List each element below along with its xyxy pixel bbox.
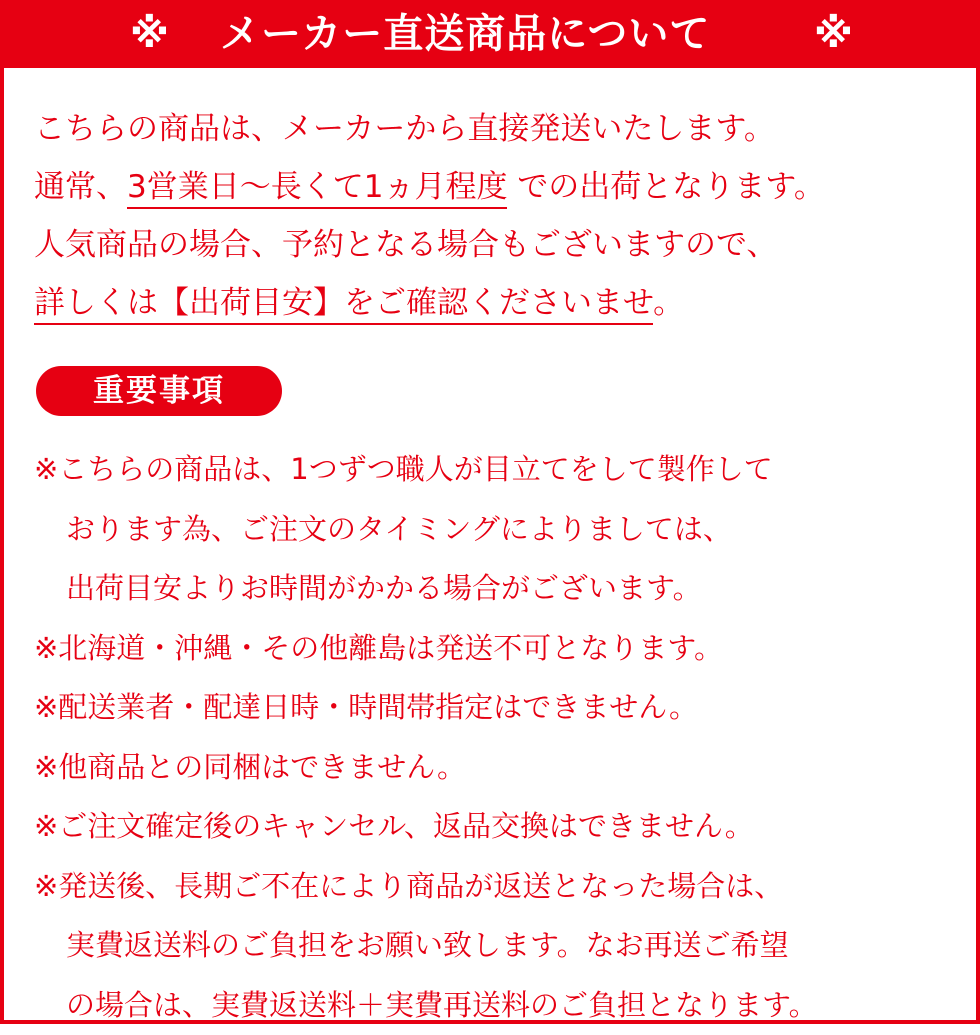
note-item-continuation: おります為、ご注文のタイミングによりましては、 [34,500,818,560]
intro-line-4-suffix: 。 [653,285,684,321]
banner-title: メーカー直送商品について [220,0,710,68]
intro-section [34,100,825,332]
note-item: ※配送業者・配達日時・時間帯指定はできません。 [34,678,818,738]
note-item: ※他商品との同梱はできません。 [34,738,818,798]
intro-line-2-prefix: 通常、 [34,169,127,205]
intro-line [34,100,825,158]
header-banner [0,0,980,68]
note-item: ※北海道・沖縄・その他離島は発送不可となります。 [34,619,818,679]
note-item: ※ご注文確定後のキャンセル、返品交換はできません。 [34,797,818,857]
note-item-continuation: の場合は、実費返送料＋実費再送料のご負担となります。 [34,976,818,1035]
note-item-continuation: 実費返送料のご負担をお願い致します。なお再送ご希望 [34,916,818,976]
intro-line [34,274,825,332]
intro-line [34,216,825,274]
note-item-continuation: 出荷目安よりお時間がかかる場合がございます。 [34,559,818,619]
intro-line-1: こちらの商品は、メーカーから直接発送いたします。 [34,111,775,147]
shipping-time-highlight: 3営業日〜長くて1ヵ月程度 [127,169,507,209]
confirm-shipping-guide-highlight: 詳しくは【出荷目安】をご確認くださいませ [34,285,653,325]
intro-line [34,158,825,216]
note-item: ※発送後、長期ご不在により商品が返送となった場合は、 [34,857,818,917]
intro-line-3: 人気商品の場合、予約となる場合もございますので、 [34,227,777,263]
important-notes-list [34,440,818,1035]
banner-mark-right: ※ [814,0,853,68]
note-item: ※こちらの商品は、1つずつ職人が目立てをして製作して [34,440,818,500]
intro-line-2-suffix: での出荷となります。 [507,169,824,205]
banner-mark-left: ※ [130,0,169,68]
important-notice-badge: 重要事項 [36,366,282,416]
